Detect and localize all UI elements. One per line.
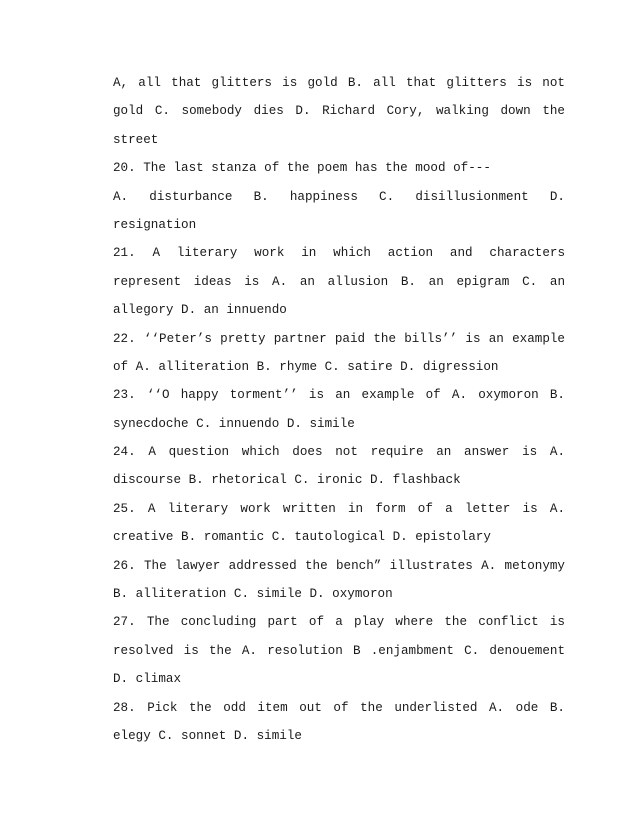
text-line: D. climax bbox=[113, 672, 182, 687]
question-20-line: 20. The last stanza of the poem has the mood of--- bbox=[113, 161, 491, 176]
text-line: resignation bbox=[113, 217, 197, 232]
text-line: A. disturbance B. happiness C. disillusionment D. bbox=[113, 189, 565, 204]
question-27-line: 27. The concluding part of a play where the conflict is bbox=[113, 615, 565, 630]
text-line: represent ideas is A. an allusion B. an epigram C. an bbox=[113, 274, 565, 289]
question-26-line: 26. The lawyer addressed the bench” illustrates A. metonymy bbox=[113, 558, 565, 573]
question-24-line: 24. A question which does not require an answer is A. bbox=[113, 445, 565, 460]
text-line: elegy C. sonnet D. simile bbox=[113, 728, 302, 743]
text-line: creative B. romantic C. tautological D. epistolary bbox=[113, 530, 491, 545]
text-line: discourse B. rhetorical C. ironic D. flashback bbox=[113, 473, 461, 488]
text-line: B. alliteration C. simile D. oxymoron bbox=[113, 587, 393, 602]
document-body bbox=[113, 69, 565, 750]
text-line: resolved is the A. resolution B .enjambment C. denouement bbox=[113, 643, 565, 658]
question-21-line: 21. A literary work in which action and characters bbox=[113, 246, 565, 261]
text-line: synecdoche C. innuendo D. simile bbox=[113, 416, 355, 431]
question-23-line: 23. ‘‘O happy torment’’ is an example of A. oxymoron B. bbox=[113, 388, 565, 403]
text-line: allegory D. an innuendo bbox=[113, 303, 287, 318]
text-line: gold C. somebody dies D. Richard Cory, walking down the bbox=[113, 104, 565, 119]
text-line: street bbox=[113, 132, 159, 147]
question-22-line: 22. ‘‘Peter’s pretty partner paid the bills’’ is an example bbox=[113, 331, 565, 346]
text-line: A, all that glitters is gold B. all that glitters is not bbox=[113, 76, 565, 90]
text-line: of A. alliteration B. rhyme C. satire D. digression bbox=[113, 359, 499, 374]
question-28-line: 28. Pick the odd item out of the underlisted A. ode B. bbox=[113, 700, 565, 715]
question-25-line: 25. A literary work written in form of a letter is A. bbox=[113, 501, 565, 516]
